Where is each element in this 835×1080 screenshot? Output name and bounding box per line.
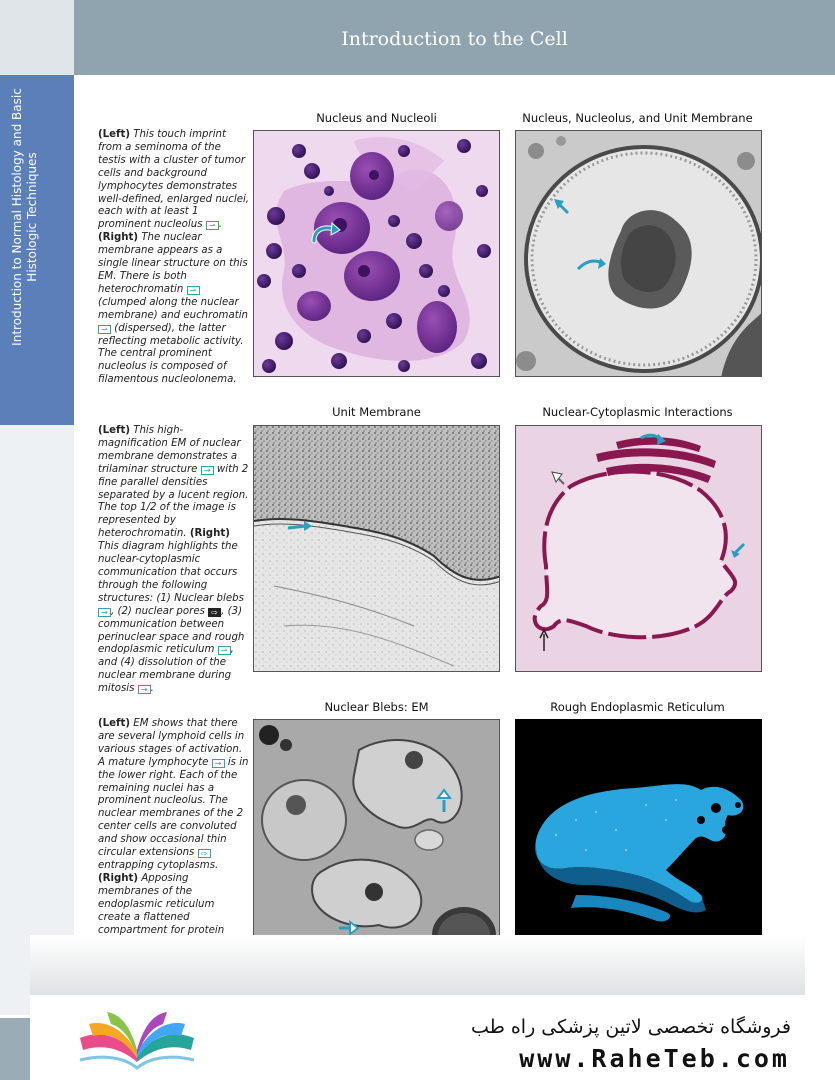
caption-side-label: (Right) [98,872,139,884]
caption-row-2 [98,425,250,696]
caption-text: . [150,683,154,695]
caption-side-label: (Left) [98,129,131,140]
arrow-icon: ⇀ [206,221,219,230]
diagram-nuclear-cytoplasmic [515,425,762,672]
arrow-icon: ⇀ [98,325,111,334]
image-nucleus-em [515,130,762,377]
panel-title-rer: Rough Endoplasmic Reticulum [550,700,725,714]
arrow-icon: ⇨ [208,608,221,617]
panel-title-nuclear-blebs: Nuclear Blebs: EM [324,700,429,714]
caption-side-label: (Right) [98,232,139,244]
panel-title-unit-membrane: Unit Membrane [332,405,421,419]
caption-text: This touch imprint from a seminoma of the testis with a cluster of tumor cells and background lymphocytes demonstrates well-defined, enlarged nuclei, each with at least 1 prominent nucleolus [98,129,250,231]
caption-text: EM shows that there are several lymphoid cells in various stages of activation. A mature lymphocyte [98,718,245,768]
panel-title-nuclear-cytoplasmic: Nuclear-Cytoplasmic Interactions [542,405,733,419]
caption-text: Apposing membranes of the endoplasmic reticulum create a flattened compartment for protein [98,872,225,936]
arrow-icon: → [98,608,111,617]
caption-text: (clumped along the nuclear membrane) and euchromatin [98,296,249,321]
caption-text: , (3) communication between perinuclear space and rough endoplasmic reticulum [98,605,245,656]
sidebar-lower [0,425,74,1015]
caption-text: is in the lower right. Each of the remaining nuclei has a prominent nucleolus. The nuclear membranes of the 2 center cells are convoluted and show occasional thin circular extensions [98,756,249,859]
caption-side-label: (Right) [189,528,230,540]
image-nucleus-nucleoli [253,130,500,377]
caption-text: The nuclear membrane appears as a single linear structure on this EM. There is both heterochromatin [98,232,248,295]
panel-title-nucleus-nucleoli: Nucleus and Nucleoli [316,111,437,125]
caption-text: This high-magnification EM of nuclear membrane demonstrates a trilaminar structure [98,425,241,475]
arrow-icon: → [212,759,225,768]
image-nuclear-blebs [253,719,500,966]
arrow-icon: → [201,466,214,475]
arrow-icon: ⇀ [218,646,231,655]
sidebar-footer-strip [0,1018,30,1080]
panel-title-unit-membrane-em: Nucleus, Nucleolus, and Unit Membrane [522,111,753,125]
header-corner [0,0,74,75]
page-title: Introduction to the Cell [341,28,568,50]
caption-side-label: (Left) [98,718,131,729]
caption-text: , (2) nuclear pores [111,605,209,617]
open-book-logo-icon [75,1010,200,1070]
caption-text: This diagram highlights the nuclear-cytoplasmic communication that occurs through the following structures: (1) Nuclear blebs [98,541,244,604]
store-name: فروشگاه تخصصی لاتین پزشکی راه طب [471,1016,791,1038]
footer-fade [30,935,805,995]
arrow-icon: ⇀ [187,286,200,295]
store-url[interactable]: www.RaheTeb.com [519,1044,790,1073]
caption-text: with 2 fine parallel densities separated by a lucent region. The top 1/2 of the image is represented by heterochromatin. [98,463,249,540]
arrow-icon: ⇨ [198,849,211,858]
caption-text: . [218,219,222,231]
caption-text: , and (4) dissolution of the nuclear membrane during mitosis [98,644,234,695]
chapter-title: Introduction to Normal Histology and Basic Histologic Techniques [10,88,39,346]
caption-row-1 [98,129,250,387]
image-unit-membrane [253,425,500,672]
caption-side-label: (Left) [98,425,131,436]
caption-text: entrapping cytoplasms. [98,859,219,871]
caption-text: (dispersed), the latter reflecting metabolic activity. The central prominent nucleolus is composed of filamentous nucleolonema. [98,322,244,386]
arrow-icon: → [138,685,151,694]
image-rough-er [515,719,762,966]
